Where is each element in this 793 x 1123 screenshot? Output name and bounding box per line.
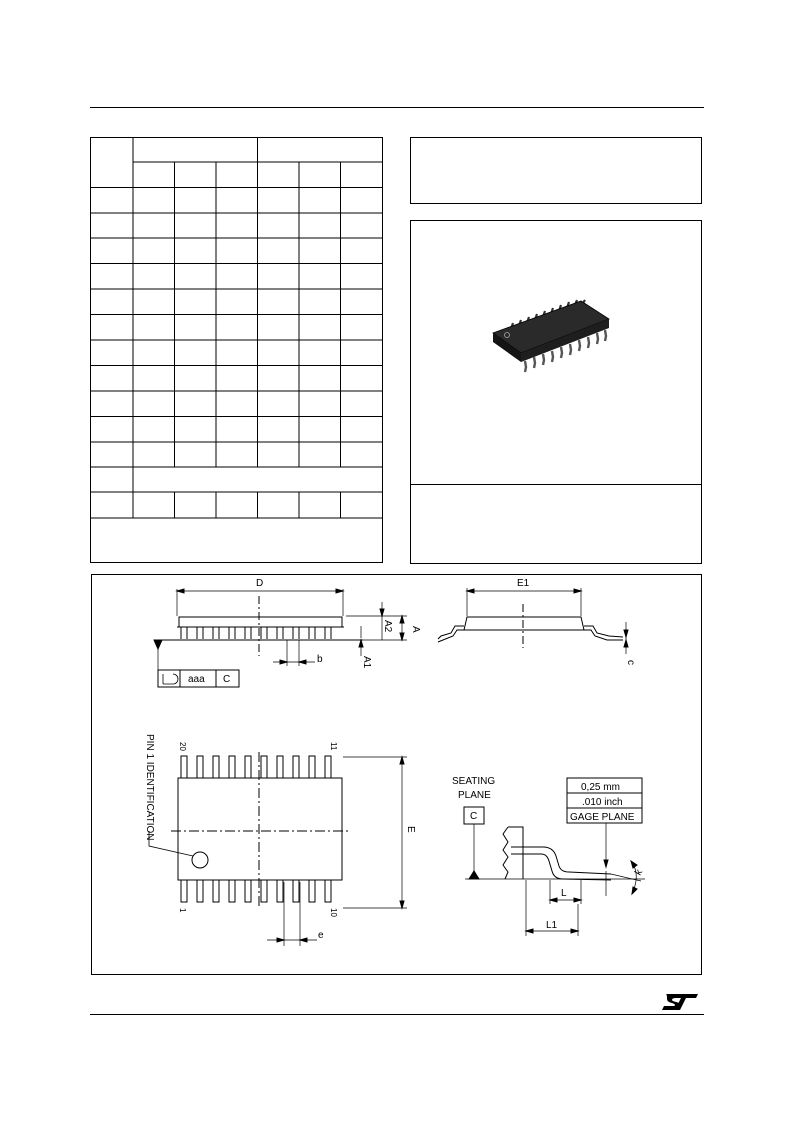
gage-mm-label: 0,25 mm (581, 782, 620, 793)
gage-plane-label: GAGE PLANE (570, 812, 635, 823)
dim-label-k: k (633, 867, 646, 878)
package-title-box (410, 137, 702, 204)
pin-11-label: 11 (329, 742, 338, 751)
dim-label-l1: L1 (546, 920, 558, 931)
pin1-identification-label: PIN 1 IDENTIFICATION (144, 734, 155, 841)
seating-plane-label-1: SEATING (452, 776, 496, 787)
dim-label-e-pitch: e (318, 930, 324, 941)
dim-label-a2: A2 (382, 620, 393, 633)
st-logo-icon (660, 993, 704, 1011)
header-rule (90, 107, 704, 108)
package-image-box (410, 220, 702, 564)
pin-1-label: 1 (178, 908, 187, 913)
dim-label-c: c (625, 660, 636, 665)
seating-plane-ref-c: C (470, 811, 478, 822)
dim-label-a1: A1 (361, 656, 372, 669)
top-view (149, 752, 407, 946)
side-view (154, 589, 407, 687)
dim-label-e: E (405, 826, 416, 833)
dimension-table (90, 137, 384, 564)
so20-package-image (489, 299, 629, 389)
pin-10-label: 10 (329, 908, 338, 917)
dim-label-e1: E1 (517, 578, 530, 589)
package-caption-divider (411, 484, 701, 485)
flatness-ref-c: C (223, 674, 231, 685)
dim-label-a: A (410, 626, 421, 633)
seating-plane-label-2: PLANE (458, 790, 491, 801)
footer-rule (90, 1014, 704, 1015)
flatness-aaa: aaa (188, 674, 205, 685)
pin-20-label: 20 (178, 742, 187, 751)
dim-label-l: L (561, 888, 567, 899)
mechanical-drawing (91, 574, 702, 975)
dim-label-d: D (256, 578, 264, 589)
gage-inch-label: .010 inch (582, 797, 623, 808)
end-view (438, 588, 628, 654)
dim-label-b: b (317, 654, 323, 665)
